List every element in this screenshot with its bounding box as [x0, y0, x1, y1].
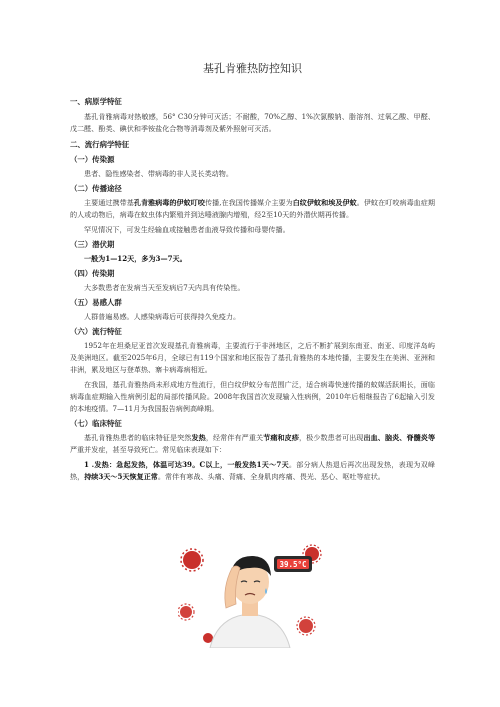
clinical-bold-fever-detail: 1 .发热：急起发热，体温可达39。C以上，一般发热1天～7天 — [84, 460, 289, 469]
section-heading-pathogen: 一、病原学特征 — [70, 97, 122, 106]
transmission-bold-species: 白纹伊蚊和埃及伊蚊 — [292, 198, 357, 207]
subheading-infectious-period: （四）传染期 — [70, 269, 115, 278]
section-heading-epidemiology: 二、流行病学特征 — [70, 140, 130, 149]
subheading-susceptible: （五）易感人群 — [70, 298, 122, 307]
virus-icon — [297, 617, 315, 635]
epidemic-paragraph-2: 在我国，基孔肯雅热尚未形成地方性流行，但白纹伊蚊分布范围广泛，适合病毒快速传播的蚊媒活跃期长，面临病毒血症期输入性病例引起的局部传播风险。2008年我国首次发现输入性病例，2010年后相继报告了6起输入引发的本地疫情。7—11月为我国报告病例高峰期。 — [70, 380, 435, 413]
transmission-text-c: 传播,在我国传播媒介主要为 — [205, 198, 293, 207]
infectious-period-paragraph: 大多数患者在发病当天至发病后7天内具有传染性。 — [84, 283, 245, 292]
incubation-paragraph — [70, 253, 435, 265]
transmission-paragraph — [70, 197, 435, 221]
subheading-transmission: （二）传播途径 — [70, 184, 122, 193]
subheading-clinical: （七）临床特征 — [70, 419, 122, 428]
clinical-text-g: 严重并发症，甚至导致死亡。常见临床表现如下： — [70, 445, 227, 454]
transmission-text-a: 主要通过携带基 — [84, 198, 134, 207]
clinical-bold-duration: 持续3天～5天恢复正常 — [84, 472, 158, 481]
susceptible-paragraph: 人群普遍易感。人感染病毒后可获得持久免疫力。 — [84, 312, 241, 321]
source-paragraph: 患者、隐性感染者、带病毒的非人灵长类动物。 — [84, 169, 233, 178]
virus-icon — [181, 549, 203, 571]
clinical-bold-fever: 发热 — [191, 433, 206, 442]
sick-person-illustration — [178, 538, 322, 648]
transmission-bold-mosquito: 孔肯雅病毒的伊蚊叮咬 — [133, 198, 205, 207]
clinical-paragraph-1 — [70, 432, 435, 456]
incubation-text: 一般为1—12天，多为3—7天。 — [84, 254, 187, 263]
clinical-text-a: 基孔肯雅热患者的临床特征是突然 — [84, 433, 192, 442]
clinical-text-b2: 。部分病人热退后再次出现发热，表现为双峰热， — [70, 460, 436, 481]
epidemic-paragraph-1: 1952年在坦桑尼亚首次发现基孔肯雅病毒，主要流行于非洲地区，之后不断扩展到东南亚、南亚、印度洋岛屿及美洲地区。截至2025年6月，全球已有119个国家和地区报告了基孔肯雅热的本地传播，主要发生在美洲、亚洲和非洲，累及地区与登革热、寨卡病毒病相近。 — [70, 341, 435, 374]
transmission-text-e: 。伊蚊在叮咬病毒血症期的人或动物后，病毒在蚊虫体内繁殖并到达唾液腺内增殖，经2至10天的外潜伏期再传播。 — [70, 198, 436, 219]
thermometer-icon — [274, 556, 312, 572]
clinical-text-c: ，经常伴有严重关 — [205, 433, 264, 442]
pathogen-paragraph: 基孔肯雅病毒对热敏感，56° C30分钟可灭活；不耐酸，70%乙醇、1%次氯酸钠、脂溶剂、过氧乙酸、甲醛、戊二醛、酚类、碘伏和季铵盐化合物等消毒剂及紫外照射可灭活。 — [70, 112, 435, 133]
subheading-epidemic-features: （六）流行特征 — [70, 327, 122, 336]
document-page — [70, 60, 435, 486]
clinical-bold-joint: 节痛和皮疹 — [263, 433, 299, 442]
transmission-rare-paragraph: 罕见情况下，可发生经输血或接触患者血液导致传播和母婴传播。 — [84, 225, 290, 234]
clinical-text-e: ，极少数患者可出现 — [298, 433, 364, 442]
thermometer-reading: 39.5°C — [279, 560, 307, 569]
subheading-incubation: （三）潜伏期 — [70, 240, 115, 249]
page-title: 基孔肯雅热防控知识 — [203, 62, 302, 75]
subheading-source: （一）传染源 — [70, 155, 115, 164]
clinical-paragraph-2 — [70, 459, 435, 483]
clinical-bold-complications: 出血、脑炎、脊髓炎等 — [363, 433, 436, 442]
clinical-text-d2: 。常伴有寒战、头痛、背痛、全身肌肉疼痛、畏光、恶心、呕吐等症状。 — [157, 472, 385, 481]
virus-icon — [178, 604, 194, 620]
